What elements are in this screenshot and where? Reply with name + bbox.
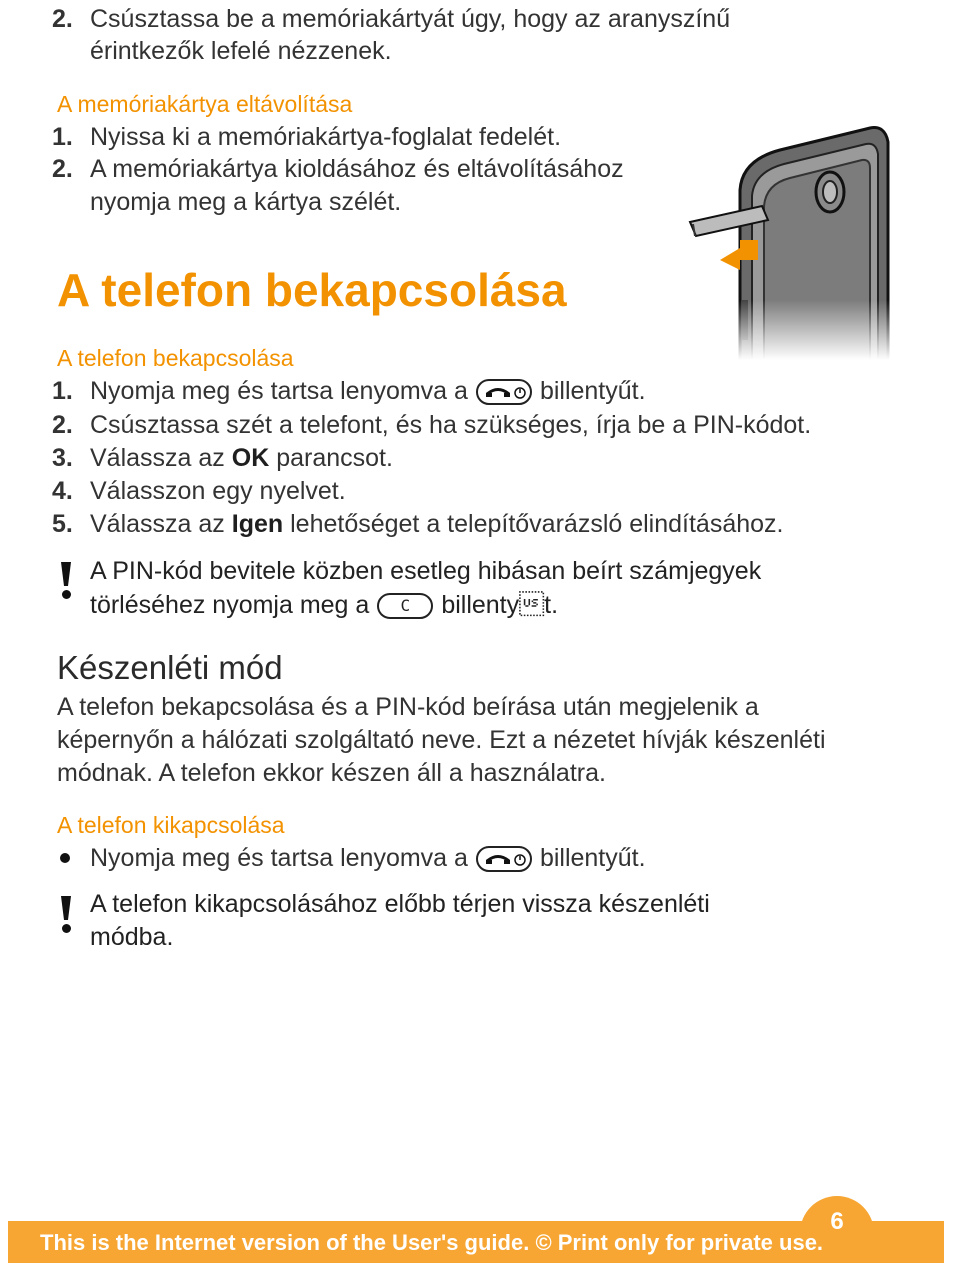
power-on-step-4: Válasszon egy nyelvet.	[90, 477, 346, 505]
note-text: törléséhez nyomja meg a	[90, 591, 370, 619]
power-off-instruction	[90, 843, 646, 873]
insert-step-2-text-line-1: Csúsztassa be a memóriakártyát úgy, hogy az aranyszínű	[90, 5, 731, 33]
power-on-step-5	[90, 509, 784, 539]
pin-note-line-2	[90, 590, 558, 620]
power-on-step-2-number: 2.	[52, 411, 73, 439]
end-key-icon	[476, 846, 532, 872]
step-text: Válassza az	[90, 510, 225, 538]
power-on-step-4-number: 4.	[52, 477, 73, 505]
note-text-end: billenty t.	[441, 591, 559, 619]
page-number: 6	[830, 1208, 844, 1235]
remove-step-1-number: 1.	[52, 123, 73, 151]
power-on-step-1-number: 1.	[52, 377, 73, 405]
step-text: Válassza az	[90, 444, 225, 472]
power-on-step-3	[90, 443, 393, 473]
standby-paragraph-line-1: A telefon bekapcsolása és a PIN-kód beírása után megjelenik a	[57, 693, 759, 721]
end-key-icon	[476, 379, 532, 405]
remove-step-2-text-line-2: nyomja meg a kártya szélét.	[90, 188, 402, 216]
clear-key-icon: C	[377, 593, 433, 619]
power-on-subheading: A telefon bekapcsolása	[57, 345, 294, 371]
power-off-note-line-2: módba.	[90, 923, 174, 951]
power-off-subheading: A telefon kikapcsolása	[57, 812, 285, 838]
step-text: Nyomja meg és tartsa lenyomva a	[90, 377, 468, 405]
standby-paragraph-line-3: módnak. A telefon ekkor készen áll a használatra.	[57, 759, 606, 787]
standby-paragraph-line-2: képernyőn a hálózati szolgáltató neve. Ezt a nézetet hívják készenléti	[57, 726, 826, 754]
ok-command: OK	[231, 444, 270, 472]
instruction-text-end: billentyűt.	[539, 844, 646, 872]
remove-step-2-number: 2.	[52, 155, 73, 183]
instruction-text: Nyomja meg és tartsa lenyomva a	[90, 844, 468, 872]
bullet-icon	[60, 853, 70, 863]
step-text-end: lehetőséget a telepítővarázsló elindításához.	[290, 510, 784, 538]
power-on-step-1	[90, 376, 646, 406]
power-on-step-3-number: 3.	[52, 444, 73, 472]
remove-step-1-text: Nyissa ki a memóriakártya-foglalat fedelét.	[90, 123, 562, 151]
step-text-end: billentyűt.	[539, 377, 646, 405]
insert-step-2	[52, 4, 73, 34]
step-number: 2.	[52, 5, 73, 33]
footer-disclaimer: This is the Internet version of the User's guide. © Print only for private use.	[40, 1230, 824, 1255]
section-title-power-on: A telefon bekapcsolása	[57, 264, 567, 316]
power-on-step-2: Csúsztassa szét a telefont, és ha szükséges, írja be a PIN-kódot.	[90, 411, 812, 439]
section-title-standby: Készenléti mód	[57, 649, 283, 686]
memory-card-phone-illustration	[680, 120, 910, 360]
yes-option: Igen	[231, 510, 284, 538]
remove-subheading: A memóriakártya eltávolítása	[57, 91, 353, 117]
insert-step-2-text-line-2: érintkezők lefelé nézzenek.	[90, 37, 392, 65]
power-off-note-line-1: A telefon kikapcsolásához előbb térjen vissza készenléti	[90, 890, 710, 918]
step-text-end: parancsot.	[276, 444, 393, 472]
pin-note-line-1: A PIN-kód bevitele közben esetleg hibásan beírt számjegyek	[90, 557, 762, 585]
power-on-step-5-number: 5.	[52, 510, 73, 538]
remove-step-2-text-line-1: A memóriakártya kioldásához és eltávolításához	[90, 155, 624, 183]
